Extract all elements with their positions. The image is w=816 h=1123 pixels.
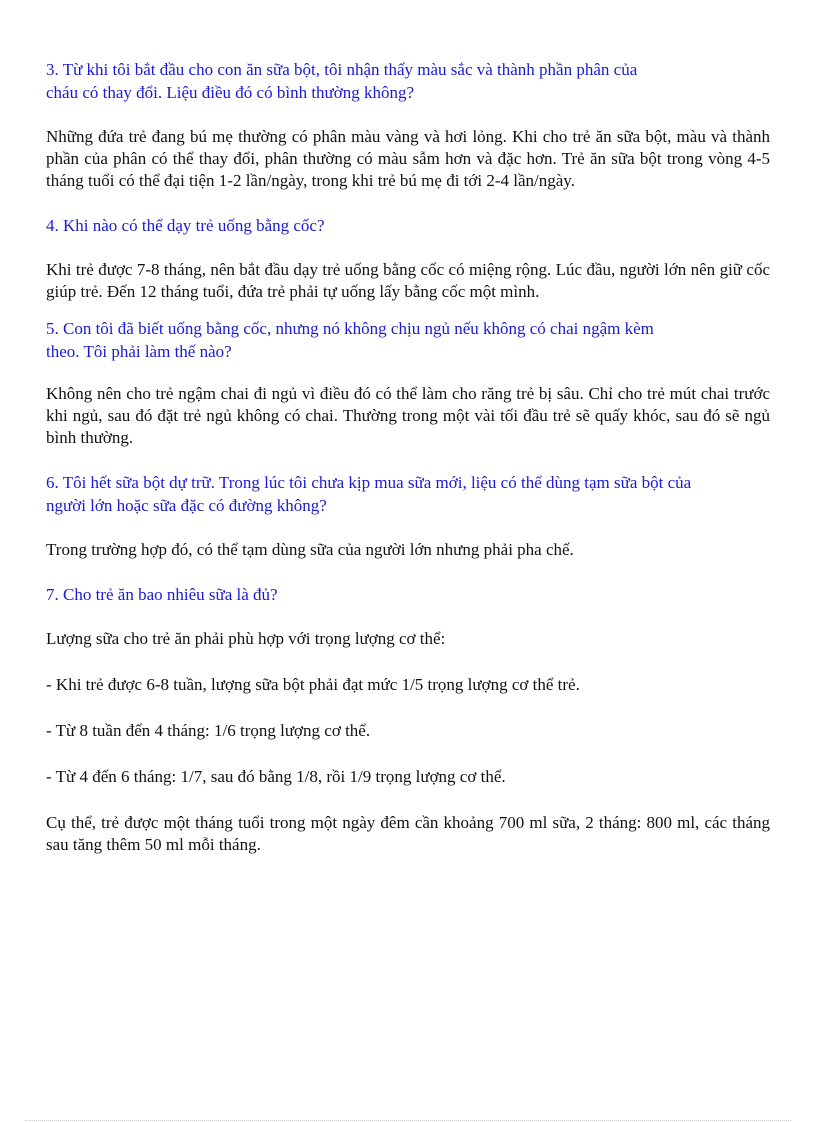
answer-7-item-3: - Từ 4 đến 6 tháng: 1/7, sau đó bằng 1/8, rồi 1/9 trọng lượng cơ thể. bbox=[46, 767, 506, 786]
page-bottom-divider bbox=[25, 1120, 791, 1121]
question-3-line-1: 3. Từ khi tôi bắt đầu cho con ăn sữa bột, tôi nhận thấy màu sắc và thành phần phân của bbox=[46, 60, 638, 79]
answer-3: Những đứa trẻ đang bú mẹ thường có phân màu vàng và hơi lỏng. Khi cho trẻ ăn sữa bột, màu và thành phần của phân có thể thay đổi, phân thường có màu sẫm hơn và đặc hơn. Trẻ ăn sữa bột trong vòng 4-5 tháng tuổi có thể đại tiện 1-2 lần/ngày, trong khi trẻ bú mẹ đi tới 2-4 lần/ngày. bbox=[46, 127, 770, 190]
question-3-line-2: cháu có thay đổi. Liệu điều đó có bình thường không? bbox=[46, 83, 415, 102]
question-5-line-1: 5. Con tôi đã biết uống bằng cốc, nhưng nó không chịu ngủ nếu không có chai ngậm kèm bbox=[46, 319, 654, 338]
question-6-line-1: 6. Tôi hết sữa bột dự trữ. Trong lúc tôi chưa kịp mua sữa mới, liệu có thể dùng tạm sữa bột của bbox=[46, 473, 692, 492]
answer-7-intro: Lượng sữa cho trẻ ăn phải phù hợp với trọng lượng cơ thể: bbox=[46, 629, 446, 648]
answer-7-item-2: - Từ 8 tuần đến 4 tháng: 1/6 trọng lượng cơ thể. bbox=[46, 721, 371, 740]
answer-6: Trong trường hợp đó, có thể tạm dùng sữa của người lớn nhưng phải pha chế. bbox=[46, 540, 574, 559]
answer-5: Không nên cho trẻ ngậm chai đi ngủ vì điều đó có thể làm cho răng trẻ bị sâu. Chỉ cho trẻ mút chai trước khi ngủ, sau đó đặt trẻ ngủ không có chai. Thường trong một vài tối đầu trẻ sẽ quấy khóc, sau đó sẽ ngủ bình thường. bbox=[46, 384, 770, 447]
answer-7-conclusion: Cụ thể, trẻ được một tháng tuổi trong một ngày đêm cần khoảng 700 ml sữa, 2 tháng: 800 ml, các tháng sau tăng thêm 50 ml mỗi tháng. bbox=[46, 813, 770, 854]
document-page bbox=[46, 58, 770, 856]
answer-4: Khi trẻ được 7-8 tháng, nên bắt đầu dạy trẻ uống bằng cốc có miệng rộng. Lúc đầu, người lớn nên giữ cốc giúp trẻ. Đến 12 tháng tuổi, đứa trẻ phải tự uống lấy bằng cốc một mình. bbox=[46, 260, 770, 301]
question-4: 4. Khi nào có thể dạy trẻ uống bằng cốc? bbox=[46, 216, 325, 235]
question-7: 7. Cho trẻ ăn bao nhiêu sữa là đủ? bbox=[46, 585, 278, 604]
question-5-line-2: theo. Tôi phải làm thế nào? bbox=[46, 342, 232, 361]
answer-7-item-1: - Khi trẻ được 6-8 tuần, lượng sữa bột phải đạt mức 1/5 trọng lượng cơ thể trẻ. bbox=[46, 675, 580, 694]
question-6-line-2: người lớn hoặc sữa đặc có đường không? bbox=[46, 496, 327, 515]
